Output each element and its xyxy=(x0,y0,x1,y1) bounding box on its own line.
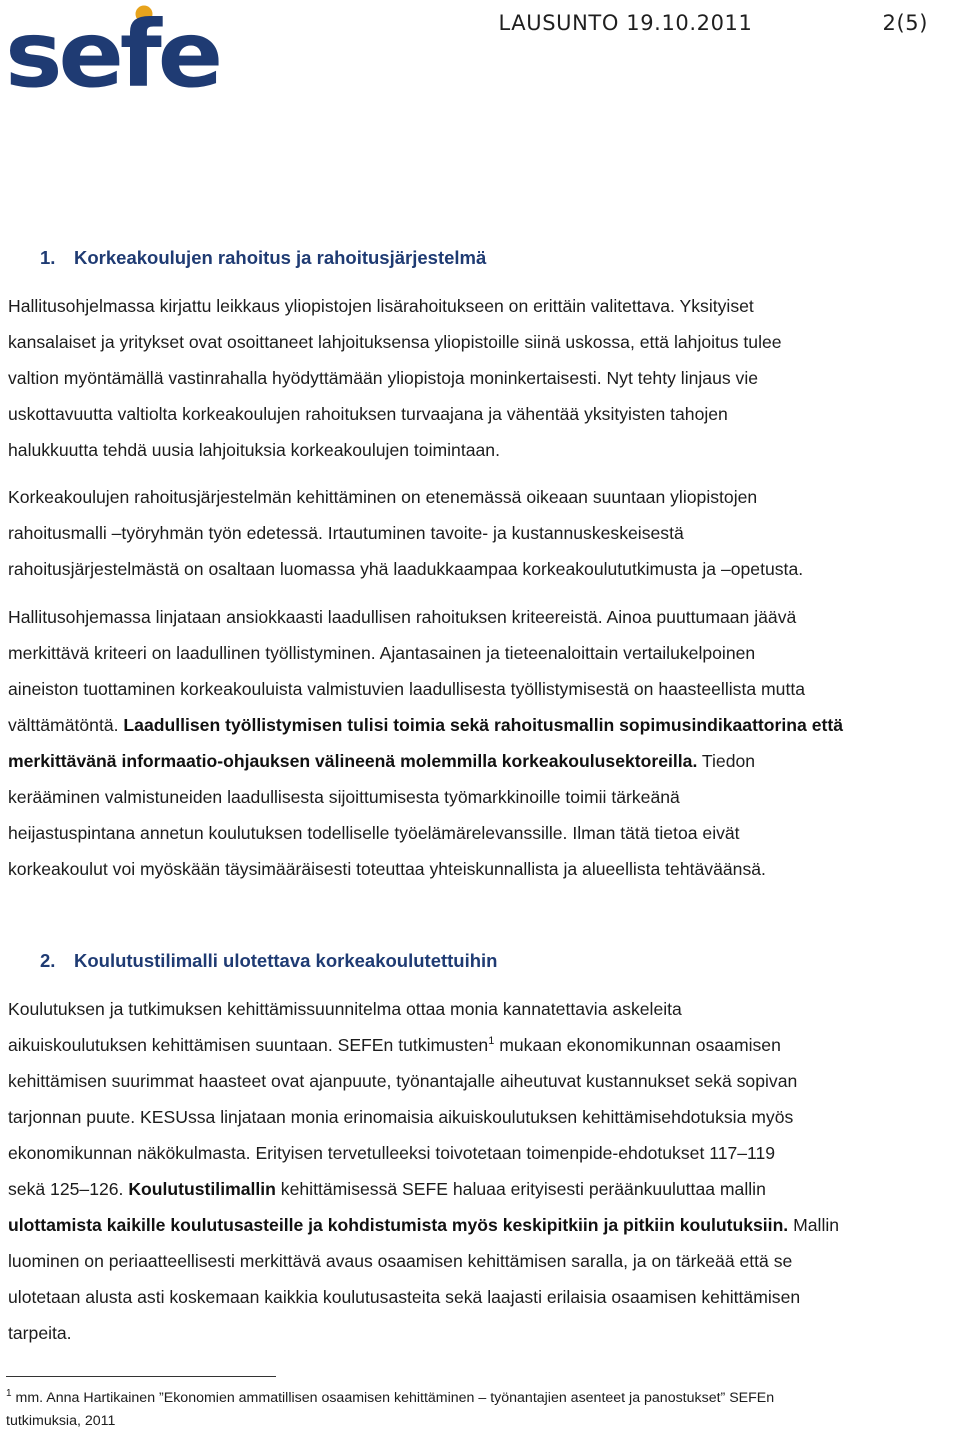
text-line: aineiston tuottaminen korkeakouluista valmistuvien laadullisesta työllistymisestä on haasteellista mutta xyxy=(8,679,806,699)
section-1-paragraph-3 xyxy=(8,599,958,887)
section-1-paragraph-1 xyxy=(8,288,958,468)
section-1-paragraph-2 xyxy=(8,479,958,587)
emphasis-text: ulottamista kaikille koulutusasteille ja kohdistumista myös keskipitkiin ja pitkiin koulutuksiin. xyxy=(8,1215,789,1235)
text-line xyxy=(8,743,958,779)
text-line: Koulutuksen ja tutkimuksen kehittämissuunnitelma ottaa monia kannatettavia askeleita xyxy=(8,999,682,1019)
document-type-date: LAUSUNTO 19.10.2011 xyxy=(498,11,753,35)
text-run: aikuiskoulutuksen kehittämisen suuntaan. SEFEn tutkimusten xyxy=(8,1035,489,1055)
text-line xyxy=(8,1207,958,1243)
text-line: tarpeita. xyxy=(8,1323,72,1343)
text-line: ulotetaan alusta asti koskemaan kaikkia koulutusasteita sekä laajasti erilaisia osaamisen kehittämisen xyxy=(8,1287,801,1307)
text-line: ekonomikunnan näkökulmasta. Erityisen tervetulleeksi toivotetaan toimenpide-ehdotukset 117–119 xyxy=(8,1143,776,1163)
text-line: uskottavuutta valtiolta korkeakoulujen rahoituksen turvaajana ja vähentää yksityisten tahojen xyxy=(8,404,728,424)
text-run: sekä 125–126. xyxy=(8,1179,129,1199)
section-2-title: Koulutustilimalli ulotettava korkeakoulutettuihin xyxy=(74,950,498,971)
text-line xyxy=(8,1171,958,1207)
text-run: kehittämisessä SEFE haluaa erityisesti peräänkuuluttaa mallin xyxy=(275,1179,766,1199)
text-line: Hallitusohjemassa linjataan ansiokkaasti laadullisen rahoituksen kriteereistä. Ainoa puuttumaan jäävä xyxy=(8,607,797,627)
page-number: 2(5) xyxy=(882,11,928,35)
text-line: rahoitusjärjestelmästä on osaltaan luomassa yhä laadukkaampaa korkeakoulututkimusta ja –opetusta. xyxy=(8,559,804,579)
footnote xyxy=(6,1387,956,1433)
text-line: rahoitusmalli –työryhmän työn edetessä. Irtautuminen tavoite- ja kustannuskeskeisestä xyxy=(8,523,684,543)
text-line: korkeakoulut voi myöskään täysimääräisesti toteuttaa yhteiskunnallista ja alueellista tehtäväänsä. xyxy=(8,859,766,879)
emphasis-text: Laadullisen työllistymisen tulisi toimia sekä rahoitusmallin sopimusindikaattorina että xyxy=(123,715,843,735)
text-run: mukaan ekonomikunnan osaamisen xyxy=(494,1035,781,1055)
text-line: luominen on periaatteellisesti merkittävä avaus osaamisen kehittämisen saralla, ja on tärkeää että se xyxy=(8,1251,793,1271)
sefe-logo xyxy=(4,2,226,120)
text-line: kansalaiset ja yritykset ovat osoittaneet lahjoituksensa yliopistoille siinä uskossa, että lahjoitus tulee xyxy=(8,332,782,352)
footnote-separator xyxy=(6,1376,276,1377)
emphasis-text: Koulutustilimallin xyxy=(128,1179,276,1199)
text-line: kerääminen valmistuneiden laadullisesta sijoittumisesta työmarkkinoille toimii tärkeänä xyxy=(8,787,680,807)
text-line: Korkeakoulujen rahoitusjärjestelmän kehittäminen on etenemässä oikeaan suuntaan yliopistojen xyxy=(8,487,758,507)
section-2-heading xyxy=(40,950,498,972)
text-line: halukkuutta tehdä uusia lahjoituksia korkeakoulujen toimintaan. xyxy=(8,440,500,460)
footnote-marker: 1 xyxy=(6,1388,12,1399)
text-line: kehittämisen suurimmat haasteet ovat ajanpuute, työnantajalle aiheutuvat kustannukset sekä sopivan xyxy=(8,1071,798,1091)
text-line: heijastuspintana annetun koulutuksen todelliselle työelämärelevanssille. Ilman tätä tietoa eivät xyxy=(8,823,740,843)
text-line xyxy=(8,707,958,743)
text-run: Mallin xyxy=(788,1215,840,1235)
footnote-text: mm. Anna Hartikainen ”Ekonomien ammatillisen osaamisen kehittäminen – työnantajien asenteet ja panostukset” SEFEn xyxy=(11,1390,775,1406)
text-line: tarjonnan puute. KESUssa linjataan monia erinomaisia aikuiskoulutuksen kehittämisehdotuksia myös xyxy=(8,1107,794,1127)
section-2-number: 2. xyxy=(40,950,56,971)
text-run: välttämätöntä. xyxy=(8,715,124,735)
section-1-title: Korkeakoulujen rahoitus ja rahoitusjärjestelmä xyxy=(74,247,487,268)
text-run: Tiedon xyxy=(697,751,756,771)
footnote-line: tutkimuksia, 2011 xyxy=(6,1413,116,1429)
text-line: merkittävä kriteeri on laadullinen työllistyminen. Ajantasainen ja tieteenaloittain vertailukelpoinen xyxy=(8,643,756,663)
footnote-reference[interactable]: 1 xyxy=(488,1035,495,1047)
footnote-line xyxy=(6,1387,956,1410)
logo-wordmark: sefe xyxy=(5,2,219,108)
text-line xyxy=(8,1027,958,1063)
text-line: valtion myöntämällä vastinrahalla hyödyttämään yliopistoja moninkertaisesti. Nyt tehty linjaus vie xyxy=(8,368,759,388)
emphasis-text: merkittävänä informaatio-ohjauksen välineenä molemmilla korkeakoulusektoreilla. xyxy=(8,751,698,771)
section-1-number: 1. xyxy=(40,247,56,268)
section-2-paragraph-1 xyxy=(8,991,958,1351)
text-line: Hallitusohjelmassa kirjattu leikkaus yliopistojen lisärahoitukseen on erittäin valitettava. Yksityiset xyxy=(8,296,754,316)
document-header-label xyxy=(498,11,928,35)
section-1-heading xyxy=(40,247,486,269)
